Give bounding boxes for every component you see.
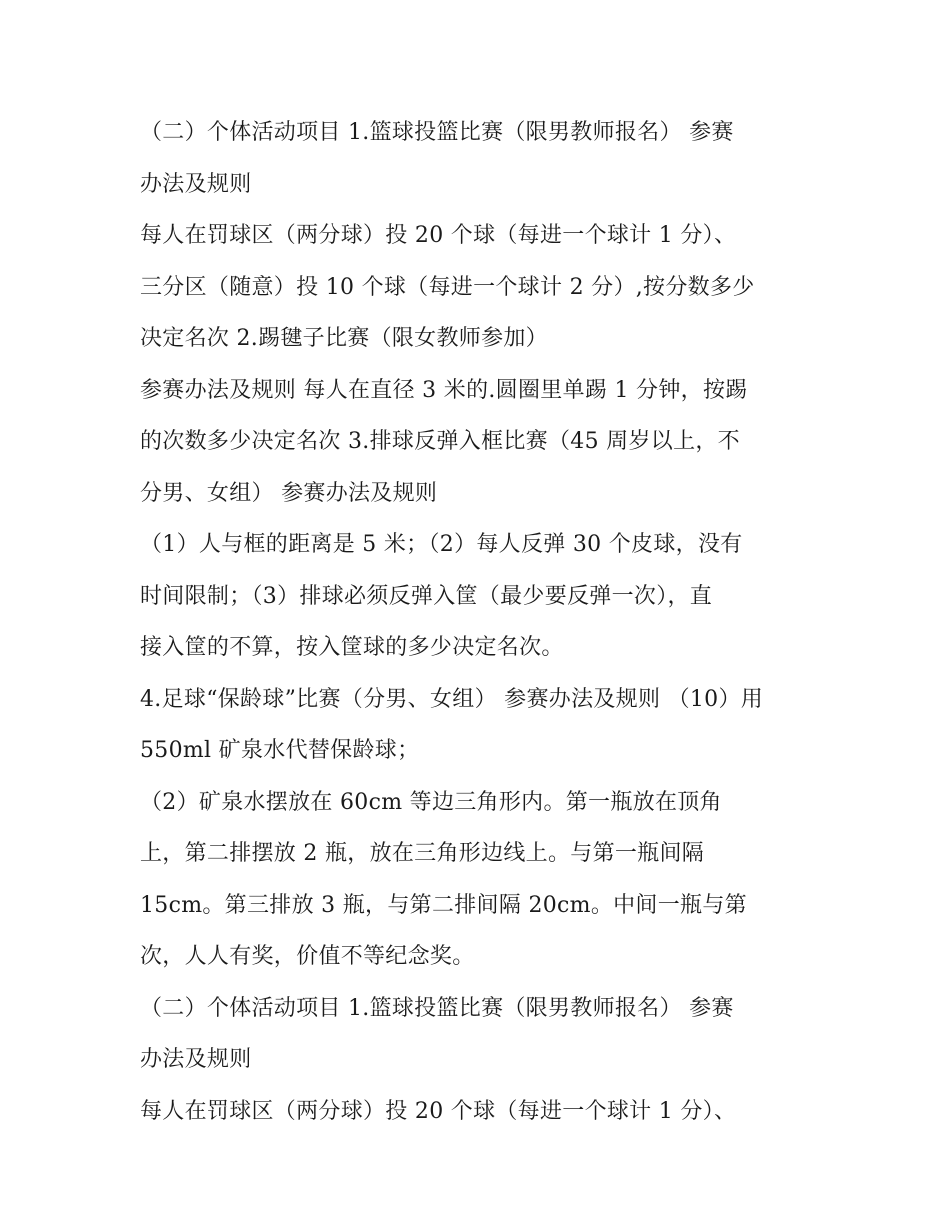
text-line: （2）矿泉水摆放在 60cm 等边三角形内。第一瓶放在顶角	[140, 789, 722, 815]
text-line: 上，第二排摆放 2 瓶，放在三角形边线上。与第一瓶间隔	[140, 841, 705, 866]
text-line: 时间限制；（3）排球必须反弹入筐（最少要反弹一次），直	[140, 583, 713, 609]
text-line: 分男、女组） 参赛办法及规则	[140, 480, 438, 506]
text-line: 15cm。第三排放 3 瓶，与第二排间隔 20cm。中间一瓶与第	[140, 892, 747, 918]
text-line: 次，人人有奖，价值不等纪念奖。	[140, 944, 475, 969]
text-line: 接入筐的不算，按入筐球的多少决定名次。	[140, 635, 564, 660]
text-line: （二）个体活动项目 1.篮球投篮比赛（限男教师报名） 参赛	[140, 120, 734, 145]
text-line: 550ml 矿泉水代替保龄球；	[140, 738, 420, 763]
text-line: （二）个体活动项目 1.篮球投篮比赛（限男教师报名） 参赛	[140, 995, 734, 1021]
text-line: 办法及规则	[140, 171, 252, 197]
text-line: 每人在罚球区（两分球）投 20 个球（每进一个球计 1 分）、	[140, 1098, 737, 1124]
text-line: 每人在罚球区（两分球）投 20 个球（每进一个球计 1 分）、	[140, 223, 737, 248]
document-body	[140, 107, 830, 1137]
text-line: 4.足球“保龄球”比赛（分男、女组） 参赛办法及规则 （10）用	[140, 686, 764, 712]
text-line: 办法及规则	[140, 1047, 252, 1072]
text-line: 参赛办法及规则 每人在直径 3 米的.圆圈里单踢 1 分钟，按踢	[140, 377, 748, 403]
text-line: 三分区（随意）投 10 个球（每进一个球计 2 分）,按分数多少	[140, 274, 755, 300]
text-line: （1）人与框的距离是 5 米；（2）每人反弹 30 个皮球，没有	[140, 532, 743, 557]
text-line: 的次数多少决定名次 3.排球反弹入框比赛（45 周岁以上，不	[140, 429, 740, 454]
text-line: 决定名次 2.踢毽子比赛（限女教师参加）	[140, 326, 548, 351]
